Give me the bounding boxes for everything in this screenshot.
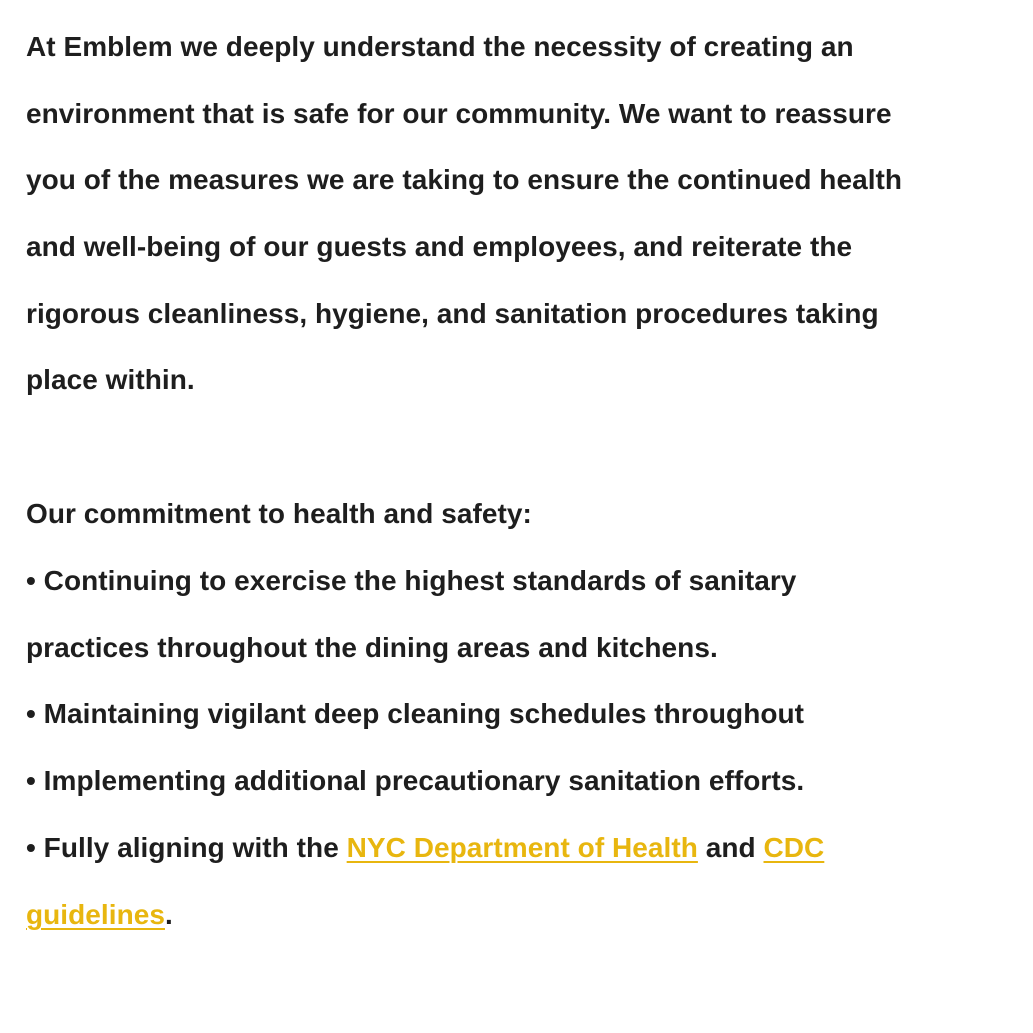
bullet-4-middle: and bbox=[697, 832, 764, 863]
intro-line-4: and well-being of our guests and employees, and reiterate the bbox=[26, 231, 853, 262]
intro-line-3: you of the measures we are taking to ensure the continued health bbox=[26, 164, 903, 195]
bullet-1-line-2: practices throughout the dining areas and kitchens. bbox=[26, 632, 718, 663]
intro-line-5: rigorous cleanliness, hygiene, and sanitation procedures taking bbox=[26, 298, 879, 329]
cdc-link-part-2[interactable]: guidelines bbox=[26, 899, 165, 930]
bullet-4-line-2 bbox=[26, 898, 173, 932]
bullet-4-line-1 bbox=[26, 831, 824, 865]
intro-line-1: At Emblem we deeply understand the necessity of creating an bbox=[26, 31, 854, 62]
cdc-link-part-1[interactable]: CDC bbox=[763, 832, 825, 863]
bullet-4-prefix: • Fully aligning with the bbox=[26, 832, 347, 863]
commitment-heading: Our commitment to health and safety: bbox=[26, 498, 532, 529]
nyc-health-link[interactable]: NYC Department of Health bbox=[346, 832, 698, 863]
bullet-3: • Implementing additional precautionary sanitation efforts. bbox=[26, 765, 805, 796]
intro-line-6: place within. bbox=[26, 364, 195, 395]
bullet-2: • Maintaining vigilant deep cleaning schedules throughout bbox=[26, 698, 805, 729]
bullet-4-suffix: . bbox=[164, 899, 173, 930]
bullet-1-line-1: • Continuing to exercise the highest standards of sanitary bbox=[26, 565, 797, 596]
intro-line-2: environment that is safe for our community. We want to reassure bbox=[26, 98, 892, 129]
